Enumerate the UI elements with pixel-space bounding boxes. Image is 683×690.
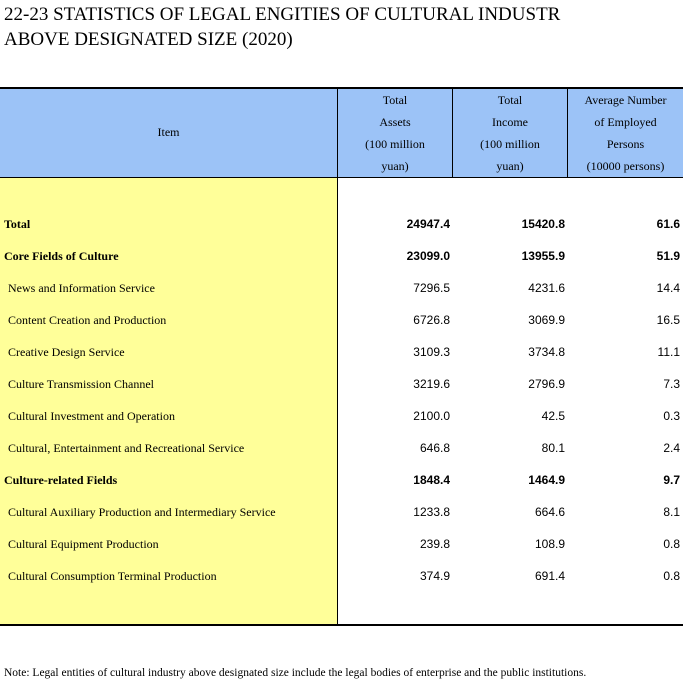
column-divider — [452, 87, 453, 177]
row-persons: 11.1 — [657, 345, 680, 359]
row-income: 664.6 — [534, 505, 565, 519]
row-persons: 51.9 — [656, 249, 680, 263]
table-top-rule — [0, 87, 683, 89]
row-income: 42.5 — [541, 409, 565, 423]
row-persons: 61.6 — [656, 217, 680, 231]
row-income: 3734.8 — [528, 345, 565, 359]
row-assets: 3109.3 — [413, 345, 450, 359]
table-row — [0, 497, 683, 529]
header-col1-line: Total — [382, 93, 408, 107]
row-income: 4231.6 — [528, 281, 565, 295]
header-col2-line: Income — [492, 115, 528, 129]
row-assets: 2100.0 — [413, 409, 450, 423]
row-label: Cultural Consumption Terminal Production — [8, 569, 217, 583]
footnote: Note: Legal entities of cultural industry above designated size include the legal bodies of enterprise and the public institutions. — [4, 667, 587, 679]
table-row — [0, 209, 683, 241]
row-assets: 1848.4 — [413, 473, 450, 487]
header-col2-line: yuan) — [496, 159, 524, 173]
row-persons: 14.4 — [656, 281, 680, 295]
row-income: 108.9 — [534, 537, 565, 551]
row-income: 13955.9 — [521, 249, 565, 263]
row-label: Cultural Equipment Production — [8, 537, 159, 551]
column-divider — [337, 87, 338, 625]
row-label: Cultural Investment and Operation — [8, 409, 175, 423]
title-line-2: ABOVE DESIGNATED SIZE (2020) — [4, 29, 293, 50]
table-row — [0, 369, 683, 401]
row-persons: 8.1 — [663, 505, 680, 519]
row-label: Cultural, Entertainment and Recreational Service — [8, 441, 245, 455]
table-row — [0, 433, 683, 465]
header-item: Item — [157, 125, 180, 139]
row-assets: 6726.8 — [413, 313, 450, 327]
header-total-income — [453, 89, 567, 177]
row-assets: 7296.5 — [413, 281, 450, 295]
table-row — [0, 401, 683, 433]
row-income: 1464.9 — [528, 473, 565, 487]
row-persons: 7.3 — [663, 377, 680, 391]
row-label: Culture Transmission Channel — [8, 377, 155, 391]
table-row — [0, 273, 683, 305]
table-row — [0, 529, 683, 561]
header-col3-line: (10000 persons) — [586, 159, 665, 173]
row-persons: 0.3 — [663, 409, 680, 423]
page-title — [4, 2, 560, 52]
row-income: 80.1 — [541, 441, 565, 455]
header-col2-line: (100 million — [480, 137, 540, 151]
header-col1-line: yuan) — [381, 159, 409, 173]
table-row — [0, 337, 683, 369]
row-label: News and Information Service — [8, 281, 155, 295]
header-col1-line: (100 million — [365, 137, 425, 151]
row-persons: 0.8 — [663, 569, 680, 583]
header-col3-line: Average Number — [584, 93, 667, 107]
row-income: 3069.9 — [528, 313, 565, 327]
row-assets: 23099.0 — [406, 249, 450, 263]
table-row — [0, 465, 683, 497]
row-persons: 9.7 — [663, 473, 680, 487]
row-label: Content Creation and Production — [8, 313, 167, 327]
row-label: Core Fields of Culture — [4, 249, 119, 263]
row-income: 15420.8 — [521, 217, 565, 231]
table-row — [0, 241, 683, 273]
row-assets: 3219.6 — [413, 377, 450, 391]
row-assets: 24947.4 — [406, 217, 450, 231]
table-row — [0, 561, 683, 593]
header-col2-line: Total — [497, 93, 523, 107]
header-col3-line: of Employed — [594, 115, 657, 129]
title-line-1: 22-23 STATISTICS OF LEGAL ENGITIES OF CULTURAL INDUSTR — [4, 4, 561, 25]
column-divider — [567, 87, 568, 177]
table-row — [0, 305, 683, 337]
header-col3-line: Persons — [606, 137, 645, 151]
header-bottom-rule — [0, 177, 683, 178]
row-label: Total — [4, 217, 31, 231]
header-total-assets — [338, 89, 452, 177]
row-persons: 0.8 — [663, 537, 680, 551]
statistics-table — [0, 87, 683, 625]
row-persons: 2.4 — [663, 441, 680, 455]
row-assets: 1233.8 — [413, 505, 450, 519]
table-bottom-rule — [0, 624, 683, 626]
row-income: 691.4 — [534, 569, 565, 583]
row-income: 2796.9 — [528, 377, 565, 391]
header-employed-persons — [568, 89, 683, 177]
row-label: Culture-related Fields — [4, 473, 118, 487]
row-assets: 239.8 — [419, 537, 450, 551]
row-label: Creative Design Service — [8, 345, 125, 359]
header-col1-line: Assets — [379, 115, 411, 129]
row-label: Cultural Auxiliary Production and Intermediary Service — [8, 505, 276, 519]
row-assets: 374.9 — [419, 569, 450, 583]
row-persons: 16.5 — [656, 313, 680, 327]
row-assets: 646.8 — [419, 441, 450, 455]
